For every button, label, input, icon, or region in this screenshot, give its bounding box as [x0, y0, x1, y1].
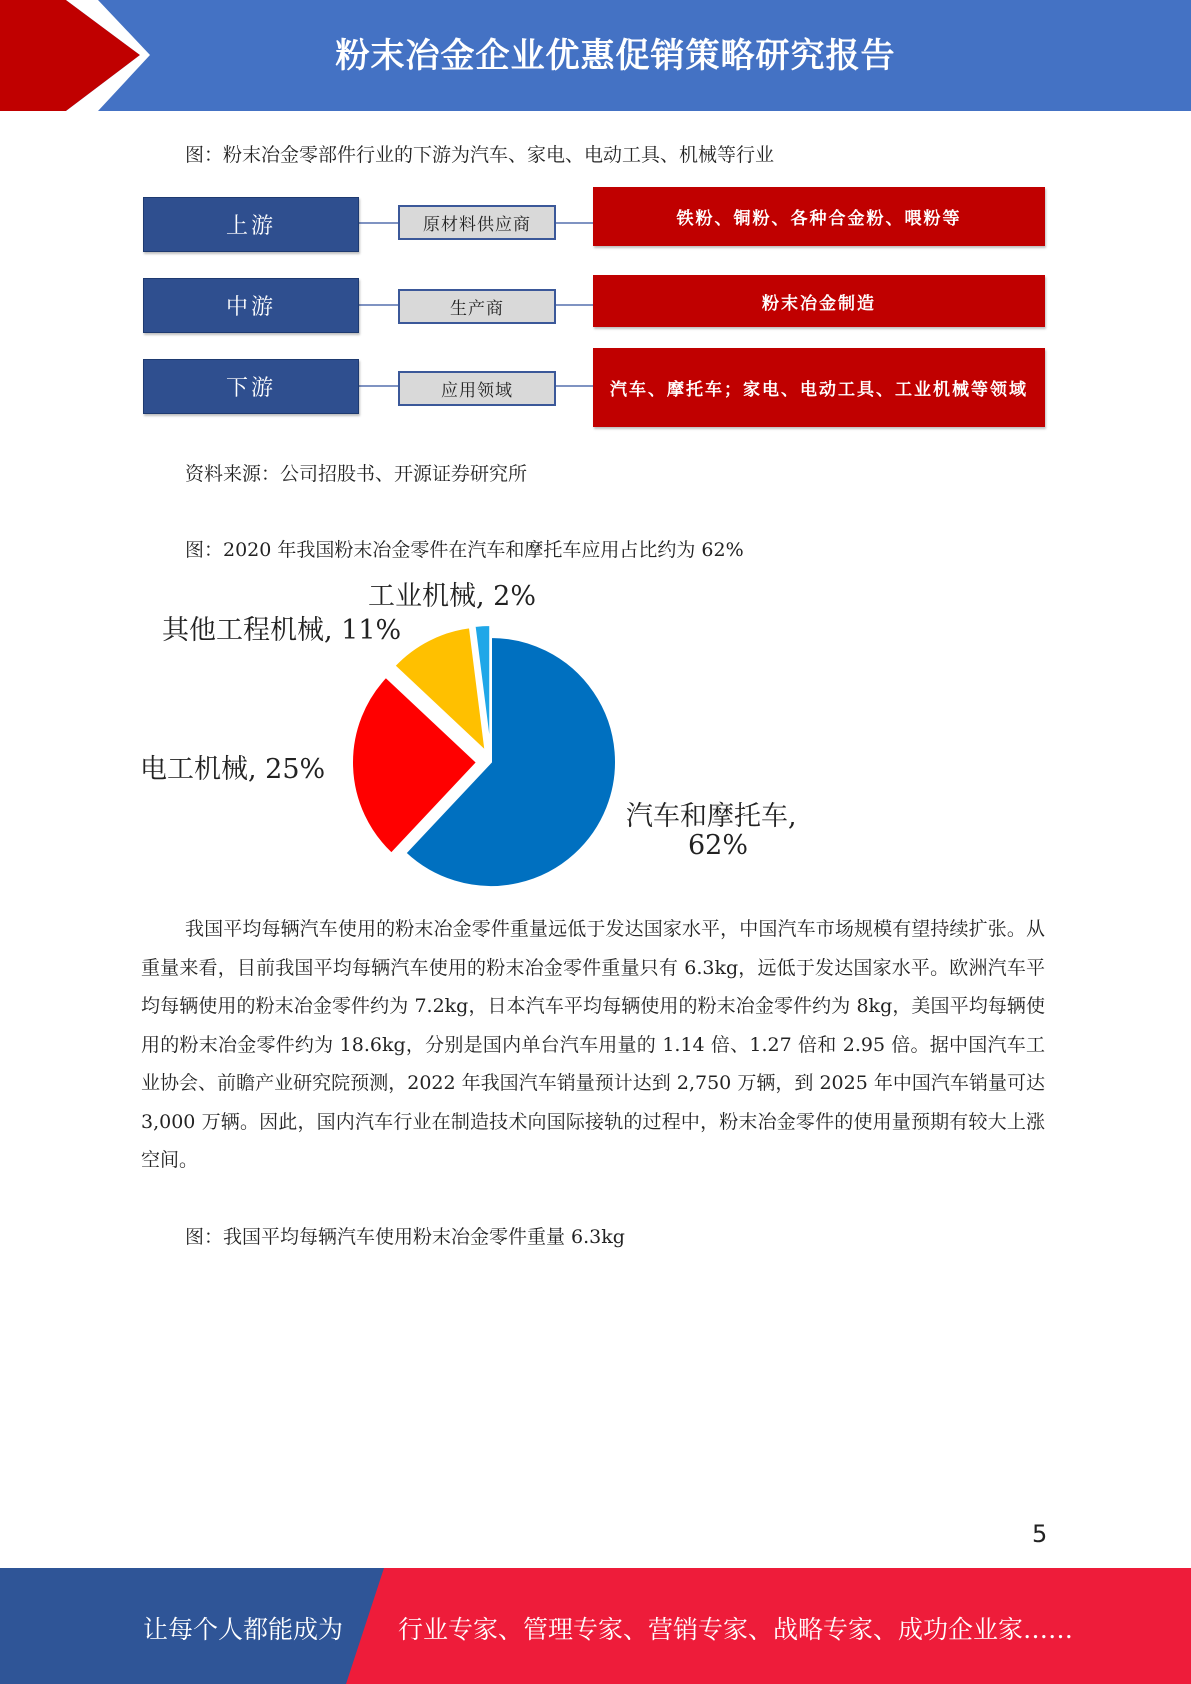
page-footer	[0, 1568, 1191, 1684]
pie-label-industrial: 工业机械, 2%	[368, 581, 536, 612]
page-number: 5	[1032, 1520, 1048, 1548]
stage-midstream: 中游	[143, 278, 359, 333]
footer-slogan-right: 行业专家、管理专家、营销专家、战略专家、成功企业家……	[398, 1615, 1074, 1644]
connector	[357, 385, 398, 387]
role-downstream: 应用领域	[398, 371, 556, 406]
page-header	[0, 0, 1191, 111]
stage-downstream: 下游	[143, 359, 359, 414]
detail-upstream: 铁粉、铜粉、各种合金粉、喂粉等	[593, 187, 1045, 246]
pie-label-other-engineering: 其他工程机械, 11%	[162, 615, 402, 646]
pie-label-electrical: 电工机械, 25%	[140, 754, 326, 785]
report-title: 粉末冶金企业优惠促销策略研究报告	[335, 36, 896, 76]
role-upstream: 原材料供应商	[398, 205, 556, 240]
connector	[357, 222, 398, 224]
detail-downstream: 汽车、摩托车；家电、电动工具、工业机械等领域	[593, 348, 1045, 427]
pie-label-auto-line1: 汽车和摩托车,	[626, 801, 797, 832]
role-midstream: 生产商	[398, 289, 556, 324]
connector	[552, 385, 593, 387]
pie-label-auto-line2: 62%	[688, 830, 749, 861]
connector	[357, 304, 398, 306]
figure1-source: 资料来源：公司招股书、开源证券研究所	[185, 463, 528, 485]
figure2-caption: 图：2020 年我国粉末冶金零件在汽车和摩托车应用占比约为 62%	[185, 539, 744, 561]
connector	[552, 222, 593, 224]
detail-midstream: 粉末冶金制造	[593, 275, 1045, 327]
connector	[552, 304, 593, 306]
footer-slogan-left: 让每个人都能成为	[143, 1615, 344, 1644]
body-paragraph: 我国平均每辆汽车使用的粉末冶金零件重量远低于发达国家水平，中国汽车市场规模有望持续扩张。从重量来看，目前我国平均每辆汽车使用的粉末冶金零件重量只有 6.3kg，远低于发达国家水平。欧洲汽车平均每辆使用的粉末冶金零件约为 7.2kg，日本汽车平均每辆使用的粉末冶金零件约为 8kg，美国平均每辆使用的粉末冶金零件约为 18.6kg，分别是国内单台汽车用量的 1.14 倍、1.27 倍和 2.95 倍。据中国汽车工业协会、前瞻产业研究院预测，2022 年我国汽车销量预计达到 2,750 万辆，到 2025 年中国汽车销量可达 3,000 万辆。因此，国内汽车行业在制造技术向国际接轨的过程中，粉末冶金零件的使用量预期有较大上涨空间。	[141, 918, 1045, 1171]
figure3-caption: 图：我国平均每辆汽车使用粉末冶金零件重量 6.3kg	[185, 1226, 625, 1248]
stage-upstream: 上游	[143, 197, 359, 252]
figure1-caption: 图：粉末冶金零部件行业的下游为汽车、家电、电动工具、机械等行业	[185, 144, 775, 166]
